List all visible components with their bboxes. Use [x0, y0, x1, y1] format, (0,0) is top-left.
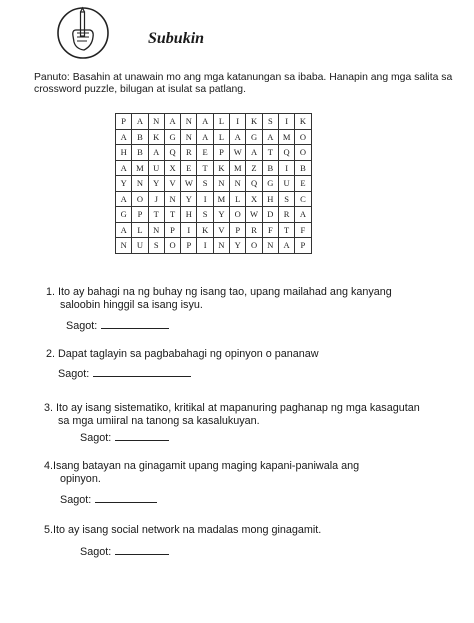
puzzle-cell[interactable]: E — [197, 145, 213, 161]
puzzle-cell[interactable]: Q — [164, 145, 180, 161]
puzzle-cell[interactable]: P — [295, 238, 311, 254]
answer-1-label: Sagot: — [66, 320, 98, 332]
puzzle-cell[interactable]: L — [213, 129, 229, 145]
puzzle-cell[interactable]: R — [278, 207, 294, 223]
puzzle-cell[interactable]: N — [116, 238, 132, 254]
question-1-line-1: 1. Ito ay bahagi na ng buhay ng isang tao, upang mailahad ang kanyang — [46, 286, 392, 298]
question-1-line-2: saloobin hinggil sa isang isyu. — [60, 299, 203, 311]
question-2 — [46, 348, 319, 361]
puzzle-cell[interactable]: A — [197, 129, 213, 145]
puzzle-cell[interactable]: A — [116, 160, 132, 176]
puzzle-cell[interactable]: T — [148, 207, 164, 223]
puzzle-cell[interactable]: P — [164, 222, 180, 238]
puzzle-cell[interactable]: T — [278, 222, 294, 238]
question-5 — [44, 524, 321, 537]
question-5-line-1: 5.Ito ay isang social network na madalas mong ginagamit. — [44, 524, 322, 536]
puzzle-cell[interactable]: A — [197, 114, 213, 130]
puzzle-cell[interactable]: T — [262, 145, 278, 161]
puzzle-cell[interactable]: W — [246, 207, 262, 223]
puzzle-cell[interactable]: R — [181, 145, 197, 161]
puzzle-cell[interactable]: F — [262, 222, 278, 238]
puzzle-cell[interactable]: N — [213, 176, 229, 192]
puzzle-cell[interactable]: E — [295, 176, 311, 192]
puzzle-cell[interactable]: O — [295, 129, 311, 145]
puzzle-cell[interactable]: M — [230, 160, 246, 176]
puzzle-cell[interactable]: P — [230, 222, 246, 238]
answer-2-blank[interactable] — [93, 366, 191, 377]
puzzle-cell[interactable]: W — [181, 176, 197, 192]
puzzle-cell[interactable]: A — [278, 238, 294, 254]
puzzle-cell[interactable]: K — [197, 222, 213, 238]
puzzle-cell[interactable]: G — [246, 129, 262, 145]
puzzle-cell[interactable]: G — [116, 207, 132, 223]
puzzle-cell[interactable]: O — [132, 191, 148, 207]
puzzle-cell[interactable]: N — [164, 191, 180, 207]
puzzle-cell[interactable]: A — [262, 129, 278, 145]
puzzle-cell[interactable]: A — [148, 145, 164, 161]
puzzle-row — [116, 222, 312, 238]
answer-3 — [80, 430, 169, 444]
puzzle-cell[interactable]: P — [116, 114, 132, 130]
puzzle-cell[interactable]: S — [148, 238, 164, 254]
puzzle-row — [116, 145, 312, 161]
puzzle-cell[interactable]: O — [164, 238, 180, 254]
puzzle-cell[interactable]: P — [132, 207, 148, 223]
puzzle-cell[interactable]: Y — [230, 238, 246, 254]
puzzle-cell[interactable]: N — [181, 114, 197, 130]
puzzle-cell[interactable]: U — [132, 238, 148, 254]
puzzle-cell[interactable]: M — [213, 191, 229, 207]
puzzle-cell[interactable]: K — [148, 129, 164, 145]
puzzle-cell[interactable]: L — [230, 191, 246, 207]
puzzle-cell[interactable]: N — [181, 129, 197, 145]
puzzle-cell[interactable]: N — [262, 238, 278, 254]
puzzle-cell[interactable]: A — [116, 129, 132, 145]
instructions — [34, 72, 454, 96]
puzzle-row — [116, 191, 312, 207]
answer-5-label: Sagot: — [80, 546, 112, 558]
question-3-line-2: sa mga umiiral na tanong sa kasalukuyan. — [58, 415, 260, 427]
puzzle-cell[interactable]: N — [148, 114, 164, 130]
puzzle-cell[interactable]: H — [181, 207, 197, 223]
answer-2-label: Sagot: — [58, 368, 90, 380]
puzzle-cell[interactable]: S — [262, 114, 278, 130]
answer-4-label: Sagot: — [60, 494, 92, 506]
answer-3-label: Sagot: — [80, 432, 112, 444]
puzzle-cell[interactable]: K — [295, 114, 311, 130]
puzzle-cell[interactable]: O — [295, 145, 311, 161]
puzzle-cell[interactable]: T — [164, 207, 180, 223]
puzzle-cell[interactable]: V — [213, 222, 229, 238]
puzzle-cell[interactable]: A — [116, 191, 132, 207]
puzzle-cell[interactable]: B — [262, 160, 278, 176]
puzzle-cell[interactable]: C — [295, 191, 311, 207]
puzzle-cell[interactable]: O — [246, 238, 262, 254]
puzzle-cell[interactable]: A — [116, 222, 132, 238]
puzzle-row — [116, 207, 312, 223]
puzzle-cell[interactable]: F — [295, 222, 311, 238]
puzzle-cell[interactable]: N — [230, 176, 246, 192]
puzzle-cell[interactable]: M — [132, 160, 148, 176]
instructions-line-2: crossword puzzle, bilugan at isulat sa patlang. — [34, 84, 246, 95]
puzzle-cell[interactable]: H — [262, 191, 278, 207]
question-4-line-2: opinyon. — [60, 473, 101, 485]
puzzle-cell[interactable]: G — [262, 176, 278, 192]
puzzle-cell[interactable]: Y — [181, 191, 197, 207]
puzzle-cell[interactable]: A — [164, 114, 180, 130]
pencil-hand-logo-icon — [56, 6, 110, 60]
puzzle-cell[interactable]: J — [148, 191, 164, 207]
puzzle-row — [116, 160, 312, 176]
answer-5-blank[interactable] — [115, 544, 169, 555]
puzzle-cell[interactable]: I — [230, 114, 246, 130]
question-3-line-1: 3. Ito ay isang sistematiko, kritikal at mapanuring paghanap ng mga kasagutan — [44, 402, 420, 414]
puzzle-cell[interactable]: E — [181, 160, 197, 176]
page-title: Subukin — [148, 30, 205, 47]
question-4 — [44, 460, 359, 486]
puzzle-cell[interactable]: Y — [116, 176, 132, 192]
puzzle-cell[interactable]: L — [132, 222, 148, 238]
puzzle-cell[interactable]: X — [246, 191, 262, 207]
answer-4-blank[interactable] — [95, 492, 157, 503]
puzzle-row — [116, 129, 312, 145]
answer-1 — [66, 318, 169, 332]
puzzle-cell[interactable]: H — [116, 145, 132, 161]
puzzle-cell[interactable]: B — [132, 145, 148, 161]
puzzle-cell[interactable]: G — [164, 129, 180, 145]
puzzle-cell[interactable]: N — [132, 176, 148, 192]
word-search-puzzle — [115, 113, 312, 254]
puzzle-cell[interactable]: A — [246, 145, 262, 161]
answer-5 — [80, 544, 169, 558]
puzzle-cell[interactable]: I — [181, 222, 197, 238]
question-1 — [46, 286, 392, 312]
puzzle-cell[interactable]: K — [213, 160, 229, 176]
puzzle-cell[interactable]: K — [246, 114, 262, 130]
puzzle-cell[interactable]: S — [197, 176, 213, 192]
puzzle-cell[interactable]: X — [164, 160, 180, 176]
puzzle-cell[interactable]: Q — [278, 145, 294, 161]
puzzle-cell[interactable]: U — [148, 160, 164, 176]
question-3 — [44, 402, 420, 428]
answer-1-blank[interactable] — [101, 318, 169, 329]
answer-2 — [58, 366, 191, 380]
puzzle-cell[interactable]: A — [132, 114, 148, 130]
puzzle-cell[interactable]: A — [230, 129, 246, 145]
puzzle-cell[interactable]: W — [230, 145, 246, 161]
puzzle-cell[interactable]: P — [181, 238, 197, 254]
puzzle-cell[interactable]: Q — [246, 176, 262, 192]
puzzle-cell[interactable]: B — [132, 129, 148, 145]
puzzle-cell[interactable]: Z — [246, 160, 262, 176]
puzzle-cell[interactable]: P — [213, 145, 229, 161]
puzzle-cell[interactable]: U — [278, 176, 294, 192]
puzzle-cell[interactable]: R — [246, 222, 262, 238]
instructions-line-1: Panuto: Basahin at unawain mo ang mga katanungan sa ibaba. Hanapin ang mga salita sa — [34, 72, 453, 83]
puzzle-cell[interactable]: Y — [148, 176, 164, 192]
puzzle-cell[interactable]: I — [197, 191, 213, 207]
puzzle-row — [116, 114, 312, 130]
question-2-line-1: 2. Dapat taglayin sa pagbabahagi ng opinyon o pananaw — [46, 348, 319, 360]
puzzle-cell[interactable]: S — [278, 191, 294, 207]
puzzle-cell[interactable]: O — [230, 207, 246, 223]
puzzle-cell[interactable]: I — [278, 160, 294, 176]
puzzle-cell[interactable]: N — [148, 222, 164, 238]
puzzle-cell[interactable]: S — [197, 207, 213, 223]
puzzle-cell[interactable]: N — [213, 238, 229, 254]
puzzle-row — [116, 238, 312, 254]
puzzle-cell[interactable]: M — [278, 129, 294, 145]
puzzle-cell[interactable]: B — [295, 160, 311, 176]
puzzle-row — [116, 176, 312, 192]
puzzle-cell[interactable]: I — [278, 114, 294, 130]
puzzle-cell[interactable]: A — [295, 207, 311, 223]
puzzle-cell[interactable]: Y — [213, 207, 229, 223]
answer-4 — [60, 492, 157, 506]
puzzle-cell[interactable]: D — [262, 207, 278, 223]
puzzle-cell[interactable]: L — [213, 114, 229, 130]
question-4-line-1: 4.Isang batayan na ginagamit upang maging kapani-paniwala ang — [44, 460, 360, 472]
puzzle-cell[interactable]: I — [197, 238, 213, 254]
puzzle-cell[interactable]: V — [164, 176, 180, 192]
puzzle-cell[interactable]: T — [197, 160, 213, 176]
answer-3-blank[interactable] — [115, 430, 169, 441]
